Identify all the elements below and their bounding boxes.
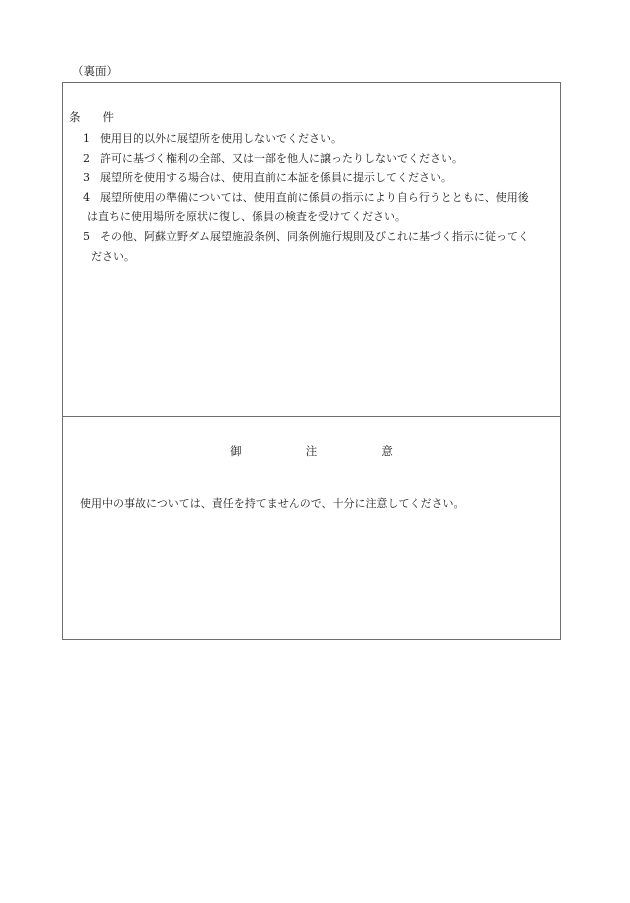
- page-side-label: （裏面）: [72, 64, 118, 78]
- condition-number: 4: [83, 190, 90, 204]
- notice-title-char: 意: [381, 444, 393, 458]
- condition-number: 2: [83, 151, 90, 165]
- condition-number: 1: [83, 132, 90, 145]
- condition-item: [63, 227, 556, 266]
- conditions-list: [63, 129, 556, 266]
- form-frame: [62, 82, 561, 640]
- notice-title-char: 御: [230, 444, 242, 458]
- condition-item: [63, 168, 556, 188]
- conditions-title-left: 条: [69, 110, 81, 124]
- condition-item: [63, 188, 556, 227]
- notice-section: [63, 417, 560, 639]
- condition-text: 許可に基づく権利の全部、又は一部を他人に譲ったりしないでください。: [100, 151, 463, 165]
- condition-text: その他、阿蘇立野ダム展望施設条例、同条例施行規則及びこれに基づく指示に従ってく: [100, 229, 529, 243]
- condition-text: 使用目的以外に展望所を使用しないでください。: [100, 132, 342, 145]
- condition-number: 3: [83, 171, 90, 185]
- notice-body: 使用中の事故については、責任を持てませんので、十分に注意してください。: [80, 497, 465, 510]
- condition-number: 5: [83, 229, 90, 243]
- condition-text-continued: は直ちに使用場所を原状に復し、係員の検査を受けてください。: [87, 210, 406, 224]
- conditions-section: [63, 83, 560, 417]
- conditions-title-right: 件: [102, 110, 114, 124]
- condition-item: [63, 129, 556, 149]
- notice-title-char: 注: [305, 444, 318, 458]
- condition-item: [63, 149, 556, 169]
- condition-text: 展望所を使用する場合は、使用直前に本証を係員に提示してください。: [100, 171, 452, 185]
- notice-title: [63, 443, 560, 459]
- condition-text-continued: ださい。: [91, 249, 135, 263]
- conditions-title: [69, 109, 114, 125]
- condition-text: 展望所使用の準備については、使用直前に係員の指示により自ら行うとともに、使用後: [100, 190, 529, 204]
